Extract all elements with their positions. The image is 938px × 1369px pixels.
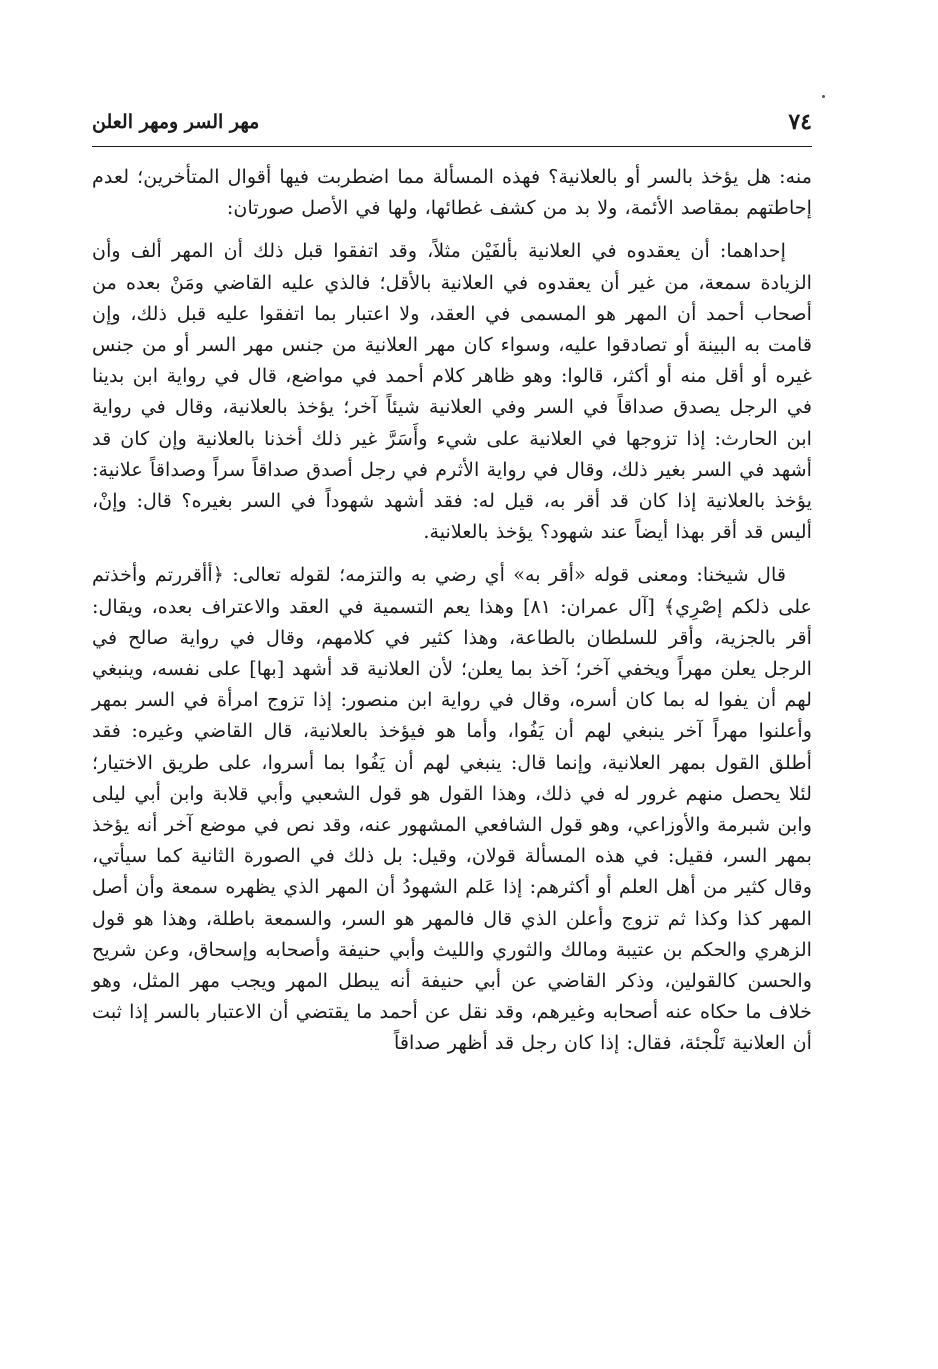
paragraph-1: منه: هل يؤخذ بالسر أو بالعلانية؟ فهذه المسألة مما اضطربت فيها أقوال المتأخرين؛ لعدم إحاطتهم بمقاصد الأئمة، ولا بد من كشف غطائها، ولها في الأصل صورتان: — [92, 165, 812, 220]
paragraph-2: إحداهما: أن يعقدوه في العلانية بألفَيْن مثلاً، وقد اتفقوا قبل ذلك أن المهر ألف وأن الزيادة سمعة، من غير أن يعقدوه في العلانية بالأقل؛ فالذي عليه القاضي ومَنْ بعده من أصحاب أحمد أن المهر هو المسمى في العقد، ولا اعتبار بما اتفقوا عليه قبل ذلك، وإن قامت به البينة أو تصادقوا عليه، وسواء كان مهر العلانية من جنس مهر السر أو من جنس غيره أو أقل منه أو أكثر، قالوا: وهو ظاهر كلام أحمد في مواضع، قال في رواية ابن بدينا في الرجل يصدق صداقاً في السر وفي العلانية شيئاً آخر؛ يؤخذ بالعلانية، وقال في رواية ابن الحارث: إذا تزوجها في العلانية على شيء وأَسَرَّ غير ذلك أخذنا بالعلانية وإن كان قد أشهد في السر بغير ذلك، وقال في رواية الأثرم في رجل أصدق صداقاً سراً وصداقاً علانية: يؤخذ بالعلانية إذا كان قد أقر به، قيل له: فقد أشهد شهوداً في السر بغيره؟ قال: وإنْ، أليس قد أقر بهذا أيضاً عند شهود؟ يؤخذ بالعلانية. — [92, 239, 812, 544]
running-header — [92, 100, 812, 147]
chapter-title: مهر السر ومهر العلن — [92, 111, 260, 133]
page-number: ٧٤ — [788, 109, 812, 135]
book-page — [92, 100, 812, 1340]
page-speck — [822, 95, 825, 98]
paragraph-3: قال شيخنا: ومعنى قوله «أقر به» أي رضي به والتزمه؛ لقوله تعالى: ﴿أأقررتم وأخذتم على ذلكم إصْرِي﴾ [آل عمران: ٨١] وهذا يعم التسمية في العقد والاعتراف بعده، ويقال: أقر بالجزية، وأقر للسلطان بالطاعة، وهذا كثير في كلامهم، وقال في رواية صالح في الرجل يعلن مهراً ويخفي آخر؛ آخذ بما يعلن؛ لأن العلانية قد أشهد [بها] على نفسه، وينبغي لهم أن يفوا له بما كان أسره، وقال في رواية ابن منصور: إذا تزوج امرأة في السر بمهر وأعلنوا مهراً آخر ينبغي لهم أن يَفُوا، وأما هو فيؤخذ بالعلانية، قال القاضي وغيره: فقد أطلق القول بمهر العلانية، وإنما قال: ينبغي لهم أن يَفُوا بما أسروا، على طريق الاختيار؛ لئلا يحصل منهم غرور له في ذلك، وهذا القول هو قول الشعبي وأبي قلابة وابن أبي ليلى وابن شبرمة والأوزاعي، وهو قول الشافعي المشهور عنه، وقد نص في موضع آخر أنه يؤخذ بمهر السر، فقيل: في هذه المسألة قولان، وقيل: بل ذلك في الصورة الثانية كما سيأتي، وقال كثير من أهل العلم أو أكثرهم: إذا عَلم الشهودُ أن المهر الذي يظهره سمعة وأن أصل المهر كذا وكذا ثم تزوج وأعلن الذي قال فالمهر هو السر، والسمعة باطلة، وهذا هو قول الزهري والحكم بن عتيبة ومالك والثوري والليث وأبي حنيفة وأصحابه وإسحاق، وعن شريح والحسن كالقولين، وذكر القاضي عن أبي حنيفة أنه يبطل المهر ويجب مهر المثل، وهو خلاف ما حكاه عنه أصحابه وغيرهم، وقد نقل عن أحمد ما يقتضي أن الاعتبار بالسر إذا ثبت أن العلانية تَلْجئة، فقال: إذا كان رجل قد أظهر صداقاً — [92, 563, 812, 1055]
